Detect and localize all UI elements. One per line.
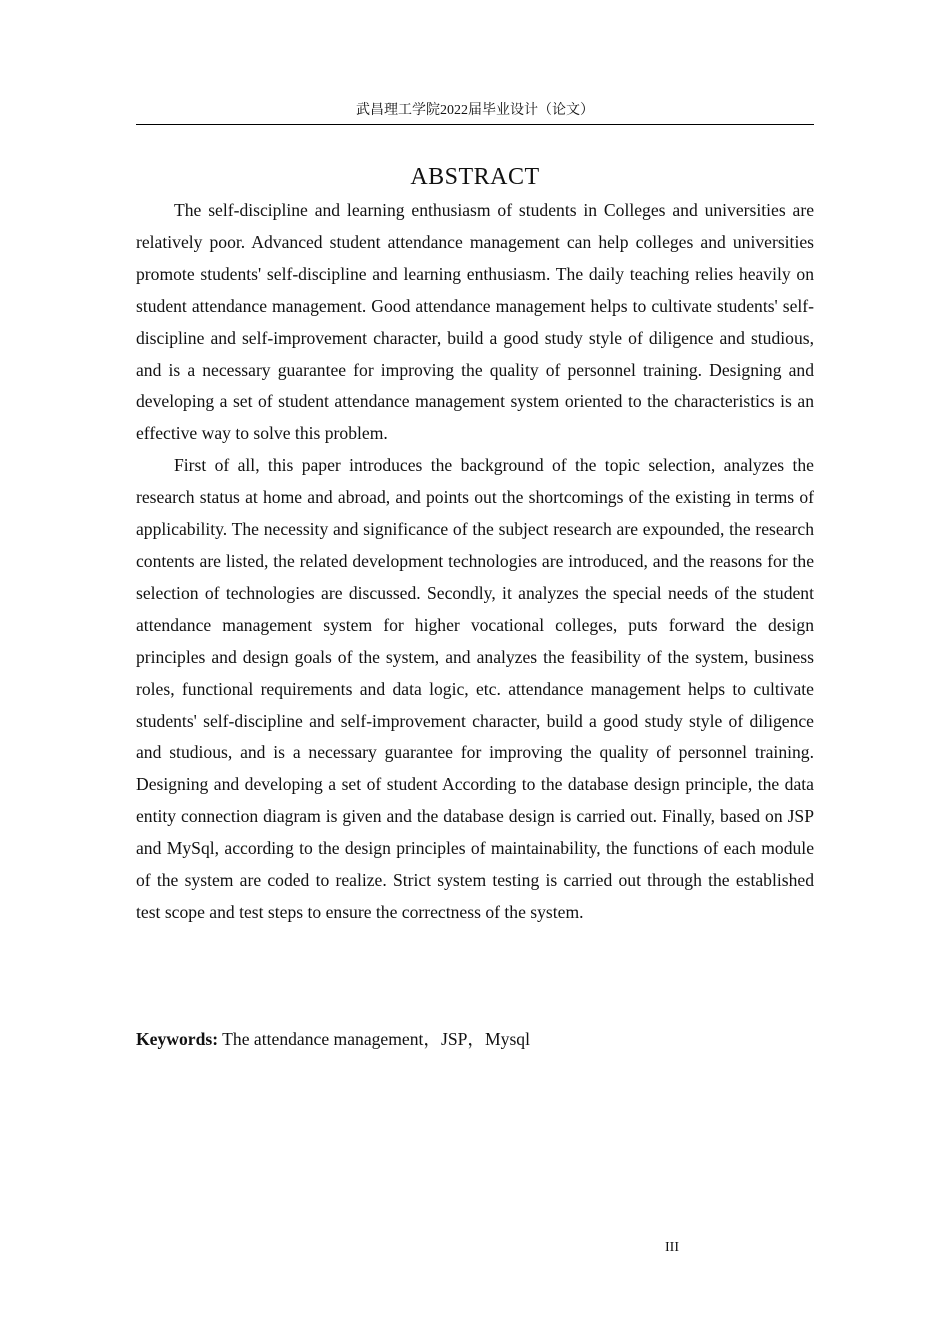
header-rule — [136, 124, 814, 125]
page-number: III — [665, 1240, 679, 1255]
abstract-body — [136, 195, 814, 929]
abstract-title: ABSTRACT — [410, 164, 540, 191]
abstract-paragraph-1: The self-discipline and learning enthusiasm of students in Colleges and universities are relatively poor. Advanced student attendance management can help colleges and universities promote students' self-discipline and learning enthusiasm. The daily teaching relies heavily on student attendance management. Good attendance management helps to cultivate students' self-discipline and self-improvement character, build a good study style of diligence and studious, and is a necessary guarantee for improving the quality of personnel training. Designing and developing a set of student attendance management system oriented to the characteristics is an effective way to solve this problem. — [136, 200, 814, 444]
running-header: 武昌理工学院2022届毕业设计（论文） — [356, 103, 594, 118]
keywords-line — [136, 1024, 814, 1056]
keywords-value: The attendance management，JSP，Mysql — [218, 1029, 530, 1049]
keywords-label: Keywords: — [136, 1029, 219, 1049]
abstract-paragraph-2: First of all, this paper introduces the background of the topic selection, analyzes the research status at home and abroad, and points out the shortcomings of the existing in terms of applicability. The necessity and significance of the subject research are expounded, the research contents are listed, the related development technologies are introduced, and the reasons for the selection of technologies are discussed. Secondly, it analyzes the special needs of the student attendance management system for higher vocational colleges, puts forward the design principles and design goals of the system, and analyzes the feasibility of the system, business roles, functional requirements and data logic, etc. attendance management helps to cultivate students' self-discipline and self-improvement character, build a good study style of diligence and studious, and is a necessary guarantee for improving the quality of personnel training. Designing and developing a set of student According to the database design principle, the data entity connection diagram is given and the database design is carried out. Finally, based on JSP and MySql, according to the design principles of maintainability, the functions of each module of the system are coded to realize. Strict system testing is carried out through the established test scope and test steps to ensure the correctness of the system. — [136, 455, 814, 922]
